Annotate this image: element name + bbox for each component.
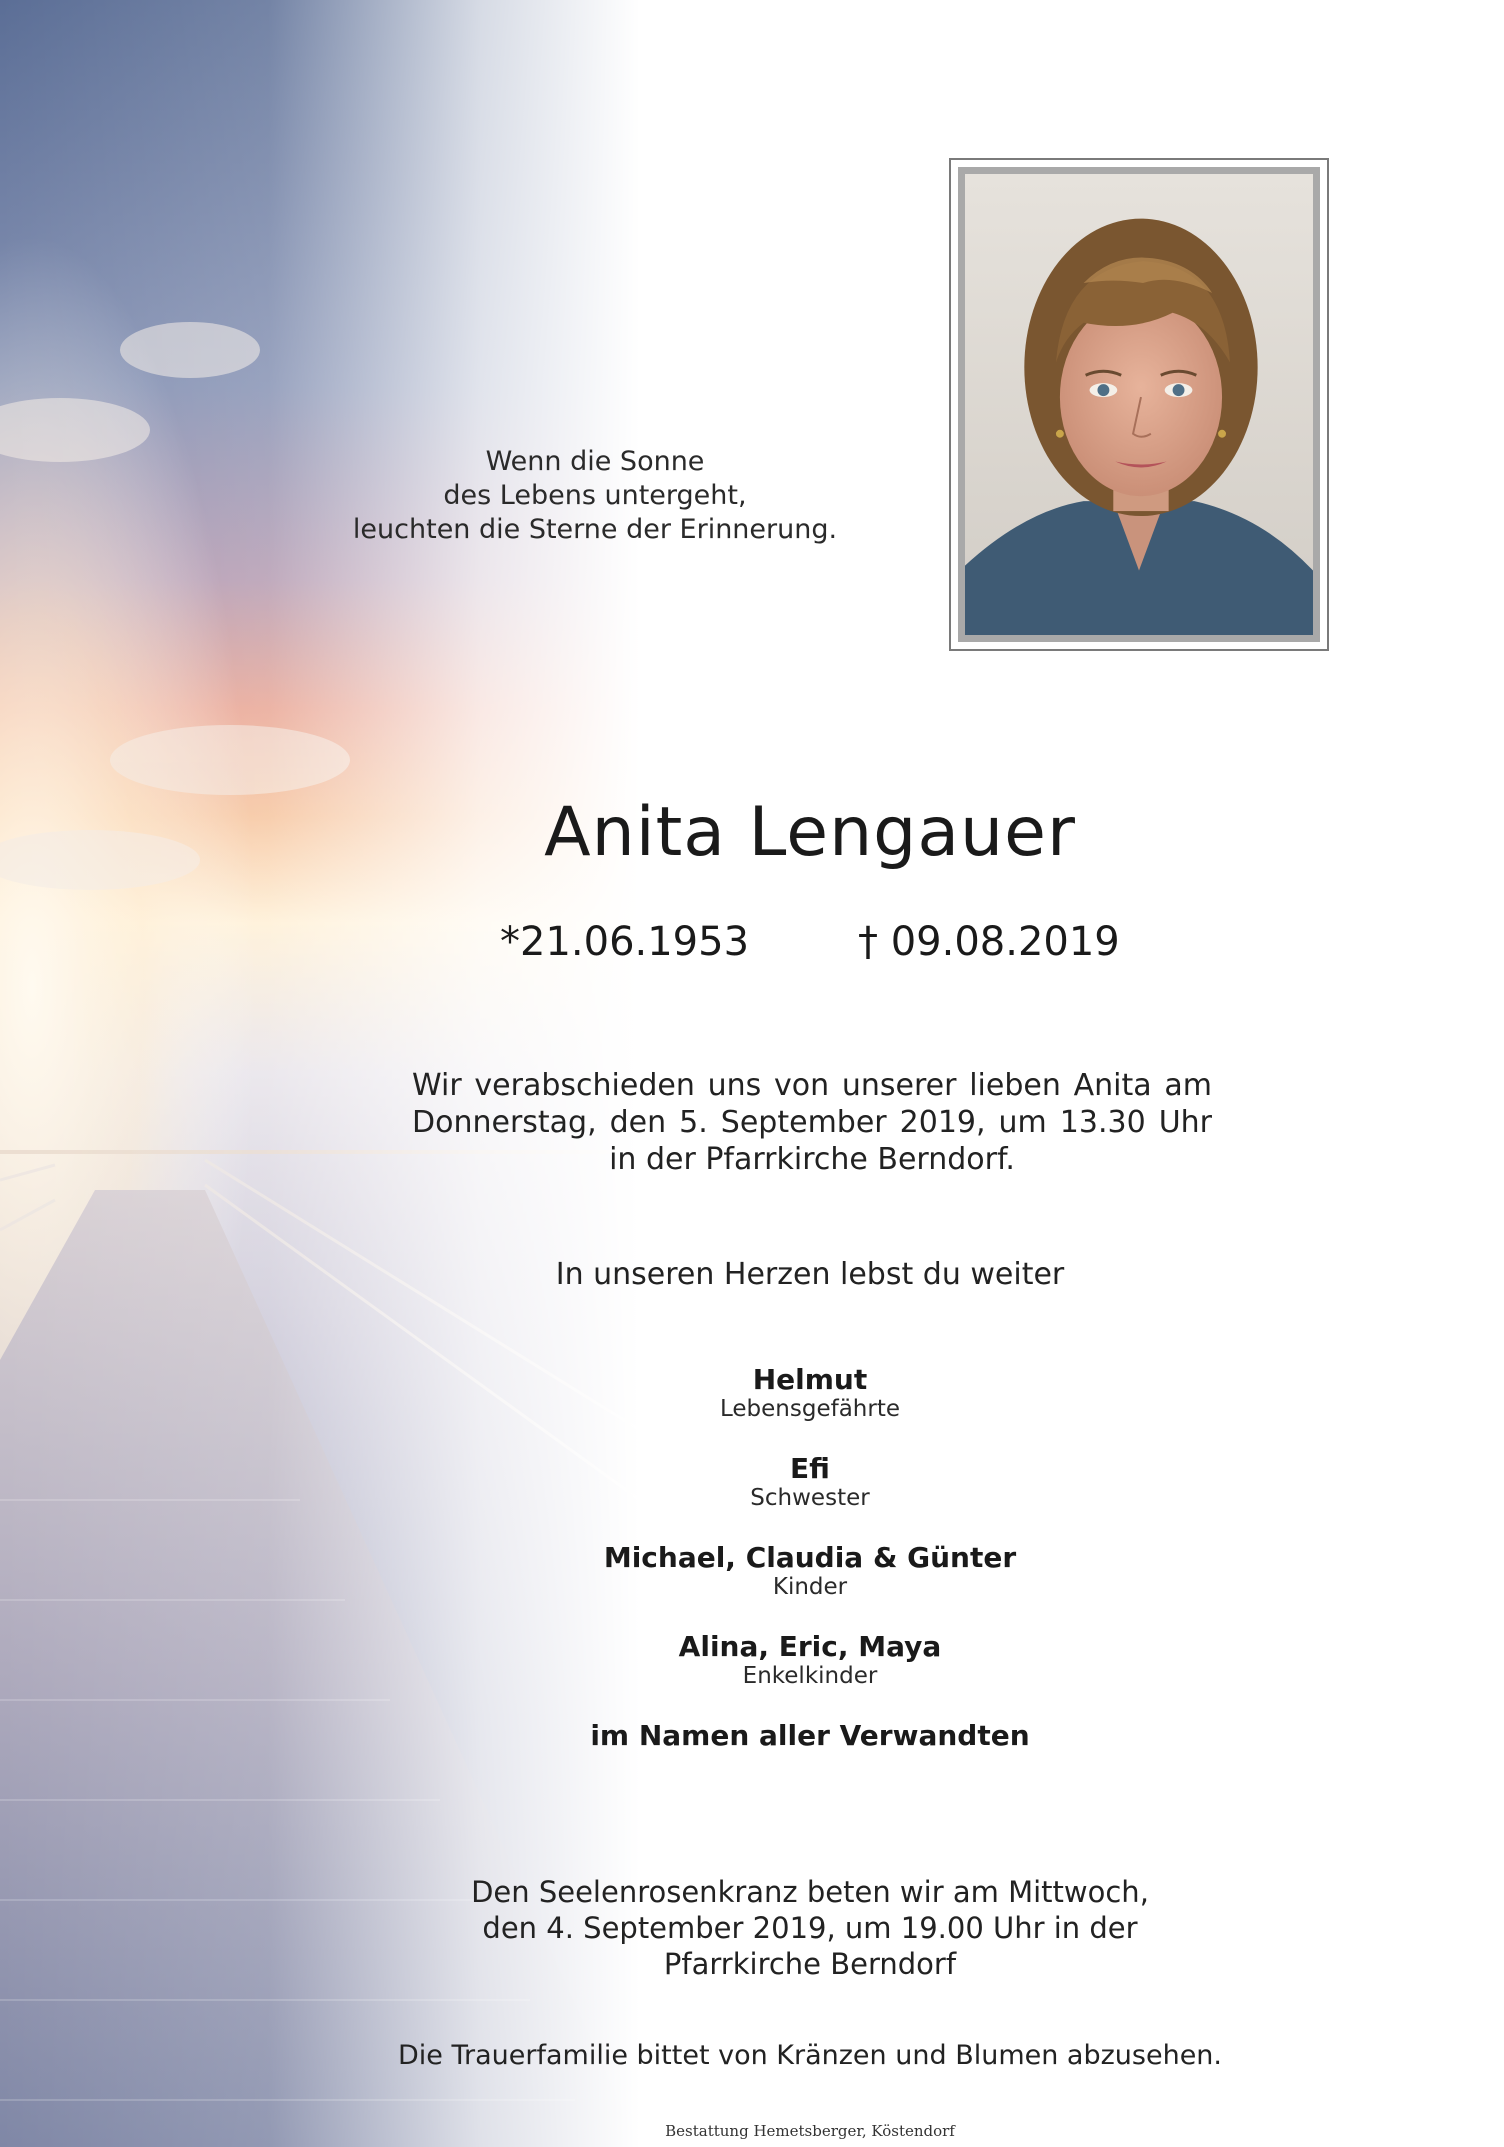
mourner-entry bbox=[380, 1453, 1240, 1511]
deceased-name: Anita Lengauer bbox=[544, 793, 1076, 872]
announcement-line: in der Pfarrkirche Berndorf. bbox=[609, 1142, 1015, 1177]
mourner-name: Helmut bbox=[752, 1363, 868, 1396]
portrait-frame bbox=[949, 158, 1329, 651]
birth-date: *21.06.1953 bbox=[500, 919, 750, 965]
quote-line: Wenn die Sonne bbox=[485, 446, 705, 477]
mourner-relation: Schwester bbox=[750, 1485, 870, 1511]
rosary-announcement bbox=[380, 1874, 1240, 1982]
undertaker-credit: Bestattung Hemetsberger, Köstendorf bbox=[665, 2122, 955, 2140]
death-date: † 09.08.2019 bbox=[858, 919, 1120, 965]
mourner-name: Efi bbox=[790, 1452, 830, 1485]
quote-line: des Lebens untergeht, bbox=[443, 480, 747, 511]
announcement-line: Wir verabschieden uns von unserer lieben Anita am bbox=[412, 1068, 1212, 1103]
mourner-relation: Lebensgefährte bbox=[719, 1396, 900, 1422]
rosary-line: Den Seelenrosenkranz beten wir am Mittwoch, bbox=[471, 1875, 1149, 1909]
mourner-entry bbox=[380, 1364, 1240, 1422]
mourners-list bbox=[380, 1364, 1240, 1752]
mourner-name: Michael, Claudia & Günter bbox=[603, 1541, 1017, 1574]
memorial-quote bbox=[300, 445, 890, 547]
funeral-announcement bbox=[412, 1067, 1212, 1178]
quote-line: leuchten die Sterne der Erinnerung. bbox=[352, 514, 838, 545]
mourner-entry bbox=[380, 1542, 1240, 1600]
rosary-line: den 4. September 2019, um 19.00 Uhr in der bbox=[482, 1911, 1138, 1945]
rosary-line: Pfarrkirche Berndorf bbox=[663, 1947, 957, 1981]
on-behalf-line: im Namen aller Verwandten bbox=[590, 1719, 1030, 1752]
memorial-motto: In unseren Herzen lebst du weiter bbox=[555, 1257, 1065, 1292]
announcement-line: Donnerstag, den 5. September 2019, um 13.30 Uhr bbox=[412, 1105, 1212, 1140]
portrait-photo bbox=[958, 167, 1320, 642]
mourner-name: Alina, Eric, Maya bbox=[678, 1630, 942, 1663]
mourner-entry bbox=[380, 1631, 1240, 1689]
mourner-relation: Enkelkinder bbox=[742, 1663, 878, 1689]
flowers-note: Die Trauerfamilie bittet von Kränzen und Blumen abzusehen. bbox=[397, 2040, 1222, 2071]
mourner-relation: Kinder bbox=[772, 1574, 848, 1600]
